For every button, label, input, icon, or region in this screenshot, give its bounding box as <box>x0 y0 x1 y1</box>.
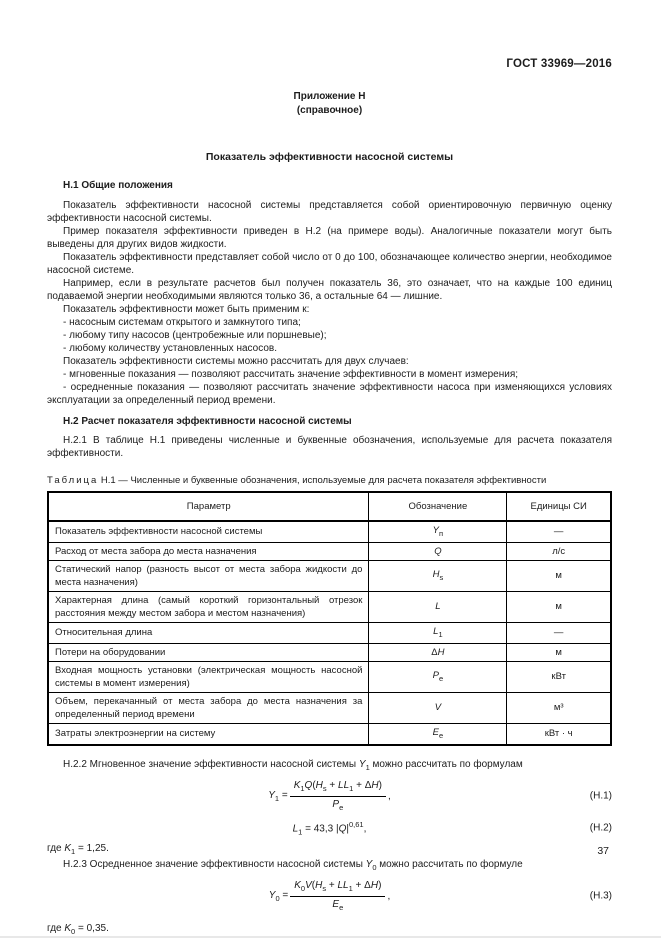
param-cell: Входная мощность установки (электрическая мощность насосной системы в момент измерения) <box>48 661 369 692</box>
list-item: - насосным системам открытого и замкнутого типа; <box>63 317 301 328</box>
section-h1-heading: Н.1 Общие положения <box>63 180 173 191</box>
symbol-cell: $H_s$ <box>369 560 507 591</box>
unit-cell: — <box>507 622 611 643</box>
symbol-cell: $P_е$ <box>369 661 507 692</box>
unit-cell: м <box>507 591 611 622</box>
param-cell: Характерная длина (самый короткий горизонтальный отрезок расстояния между местом забора и местом назначения) <box>48 591 369 622</box>
unit-cell: кВт · ч <box>507 723 611 744</box>
formula-number: (Н.2) <box>589 822 612 834</box>
formula-note: где $K_0 = 0,35$. <box>47 922 109 936</box>
formula-punctuation: , <box>388 790 391 802</box>
fraction-denominator: $E_е$ <box>332 898 344 912</box>
section-h2-heading: Н.2 Расчет показателя эффективности насосной системы <box>63 416 352 427</box>
body-paragraph: Пример показателя эффективности приведен в Н.2 (на примере воды). Аналогичные показатели могут быть выведены для других видов жидкости. <box>47 226 612 250</box>
param-cell: Расход от места забора до места назначения <box>48 542 369 560</box>
formula-h1 <box>47 779 612 814</box>
table-row <box>48 521 611 542</box>
symbol-cell: Q <box>369 542 507 560</box>
list-item: - любому количеству установленных насосов. <box>63 343 277 354</box>
table-row <box>48 692 611 723</box>
table-caption-text: Н.1 — Численные и буквенные обозначения, используемые для расчета показателя эффективности <box>98 475 547 486</box>
table-row <box>48 661 611 692</box>
param-cell: Объем, перекачанный от места забора до места назначения за определенный период времени <box>48 692 369 723</box>
formula-punctuation: , <box>387 890 391 902</box>
table-row <box>48 591 611 622</box>
formula-number: (Н.1) <box>589 790 612 802</box>
symbol-cell: $L_1$ <box>369 622 507 643</box>
table-caption-word: Таблица <box>47 475 99 486</box>
body-paragraph: Например, если в результате расчетов был получен показатель 36, это означает, что на каждые 100 единиц подаваемой энергии необходимыми являются только 36, а остальные 64 — лишние. <box>47 278 612 302</box>
body-paragraph: Н.2.1 В таблице Н.1 приведены численные и буквенные обозначения, используемые для расчета показателя эффективности. <box>47 435 612 459</box>
symbol-cell: $Y_п$ <box>369 521 507 542</box>
symbol-cell: V <box>369 692 507 723</box>
unit-cell: л/с <box>507 542 611 560</box>
param-cell: Затраты электроэнергии на систему <box>48 723 369 744</box>
formula-note: где $K_1 = 1,25$. <box>47 842 109 856</box>
list-item: - мгновенные показания — позволяют рассчитать значение эффективности в момент измерения; <box>63 369 519 380</box>
body-paragraph: Показатель эффективности насосной системы представляется собой ориентировочную первичную оценку эффективности насосной системы. <box>47 200 612 224</box>
body-paragraph: Показатель эффективности представляет собой число от 0 до 100, обозначающее количество энергии, необходимое насосной системе. <box>47 252 612 276</box>
formula-lhs: $Y_0$ = <box>268 889 289 903</box>
table-row <box>48 723 611 744</box>
column-header-units: Единицы СИ <box>507 492 611 521</box>
unit-cell: м <box>507 560 611 591</box>
formula-number: (Н.3) <box>589 890 612 902</box>
document-number: ГОСТ 33969—2016 <box>506 58 612 70</box>
formula-h3 <box>47 879 612 914</box>
symbols-table <box>47 491 612 746</box>
appendix-block <box>47 90 612 118</box>
column-header-symbol: Обозначение <box>369 492 507 521</box>
fraction <box>290 779 386 814</box>
table-caption <box>47 475 612 486</box>
appendix-type: (справочное) <box>296 105 363 116</box>
list-item: - любому типу насосов (центробежные или поршневые); <box>63 330 327 341</box>
symbol-cell: ΔH <box>369 643 507 661</box>
column-header-parameter: Параметр <box>48 492 369 521</box>
body-paragraph: Н.2.2 Мгновенное значение эффективности насосной системы $Y_1$ можно рассчитать по формулам <box>63 758 523 772</box>
fraction-numerator: $K_1Q(H_s + LL_1 + \Delta H)$ <box>290 779 386 797</box>
fraction-denominator: $P_е$ <box>332 798 344 812</box>
table-row <box>48 560 611 591</box>
param-cell: Потери на оборудовании <box>48 643 369 661</box>
symbol-cell: $E_е$ <box>369 723 507 744</box>
table-row <box>48 643 611 661</box>
fraction-numerator: $K_0V(H_s + LL_1 + \Delta H)$ <box>290 879 385 897</box>
body-paragraph: Показатель эффективности системы можно рассчитать для двух случаев: <box>63 356 409 367</box>
table-row <box>48 622 611 643</box>
param-cell: Показатель эффективности насосной системы <box>48 521 369 542</box>
page-title: Показатель эффективности насосной системы <box>205 151 454 163</box>
table-header-row <box>48 492 611 521</box>
list-item: - осредненные показания — позволяют рассчитать значение эффективности насоса при изменяющихся условиях эксплуатации за определенный период времени. <box>47 382 612 406</box>
body-paragraph: Н.2.3 Осредненное значение эффективности насосной системы $Y_0$ можно рассчитать по формуле <box>63 858 523 872</box>
unit-cell: кВт <box>507 661 611 692</box>
page-number: 37 <box>597 845 609 857</box>
param-cell: Статический напор (разность высот от места забора жидкости до места назначения) <box>48 560 369 591</box>
formula-body: $L_1 = 43,3$ $|Q|^{0,61}$, <box>292 819 367 836</box>
fraction <box>290 879 385 914</box>
param-cell: Относительная длина <box>48 622 369 643</box>
table-row <box>48 542 611 560</box>
unit-cell: м³ <box>507 692 611 723</box>
formula-h2 <box>47 819 612 837</box>
unit-cell: — <box>507 521 611 542</box>
unit-cell: м <box>507 643 611 661</box>
body-paragraph: Показатель эффективности может быть применим к: <box>63 304 310 315</box>
symbol-cell: L <box>369 591 507 622</box>
appendix-label: Приложение Н <box>293 91 366 102</box>
formula-lhs: $Y_1$ = <box>268 789 288 803</box>
